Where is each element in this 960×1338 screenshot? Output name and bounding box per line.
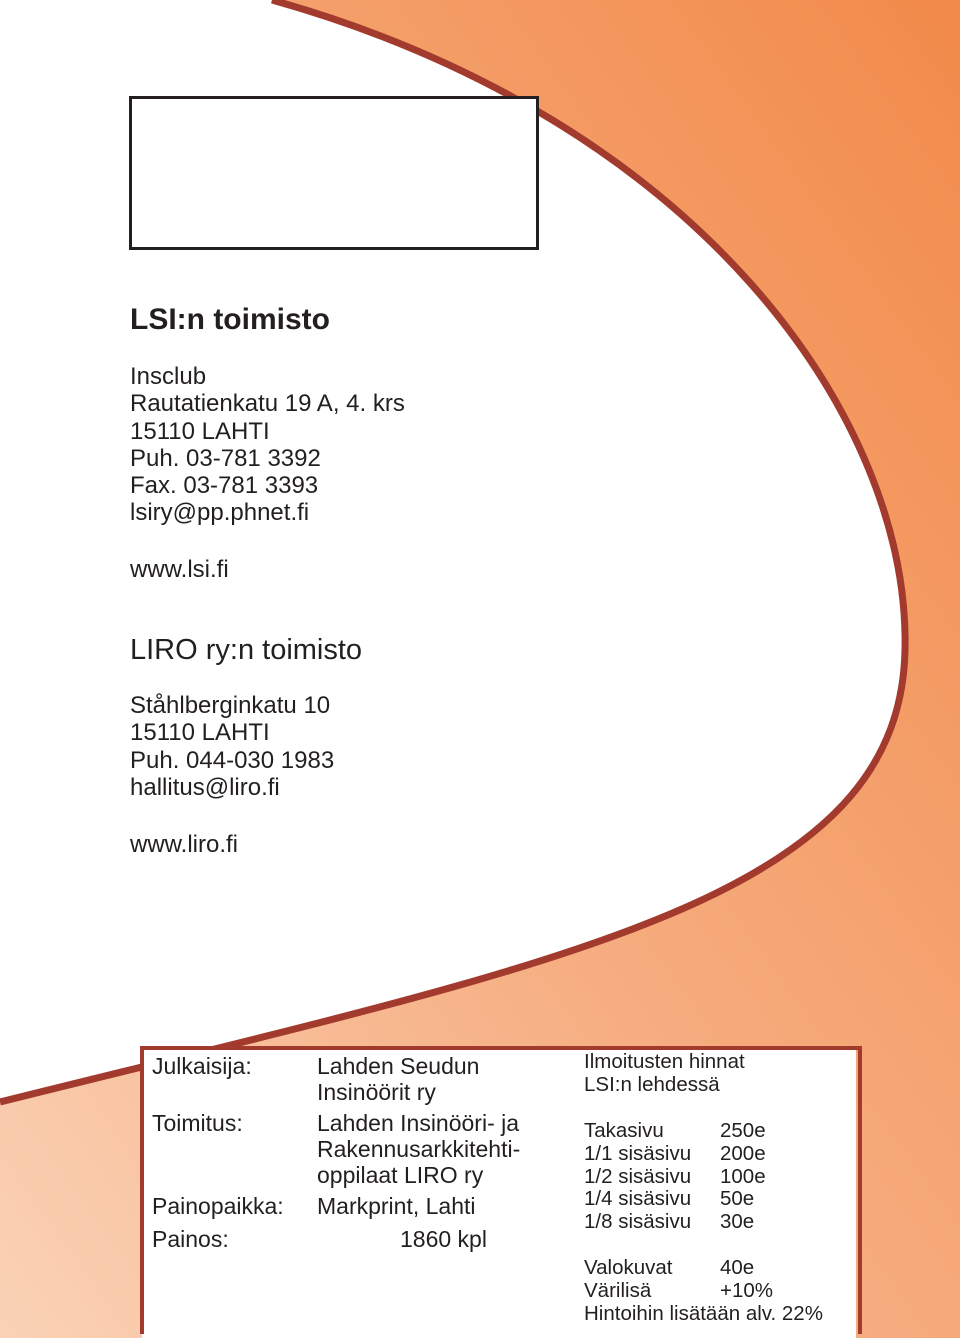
painopaikka-value: Markprint, Lahti: [317, 1193, 476, 1219]
julkaisija-label: Julkaisija:: [152, 1053, 252, 1079]
lsi-address-line: Rautatienkatu 19 A, 4. krs: [130, 390, 405, 418]
lsi-address-line: Insclub: [130, 363, 207, 390]
ad-prices-title-line: Ilmoitusten hinnat: [584, 1050, 745, 1073]
price-item: 1/2 sisäsivu: [584, 1164, 692, 1188]
vat-note-row: [584, 1303, 856, 1326]
painopaikka-label: Painopaikka:: [152, 1193, 284, 1219]
lsi-email[interactable]: lsiry@pp.phnet.fi: [130, 499, 310, 527]
price-value: 100e: [720, 1164, 766, 1188]
ad-prices-title: [584, 1051, 745, 1097]
toimitus-label: Toimitus:: [152, 1110, 243, 1136]
lsi-fax: Fax. 03-781 3393: [130, 472, 319, 500]
price-row: [584, 1120, 844, 1143]
price-row: [584, 1211, 844, 1234]
price-row: [584, 1188, 844, 1211]
liro-address-block: [130, 692, 334, 801]
julkaisija-value-line: Insinöörit ry: [317, 1079, 436, 1105]
price-value: 250e: [720, 1119, 766, 1142]
painos-label: Painos:: [152, 1226, 229, 1252]
lsi-phone: Puh. 03-781 3392: [130, 444, 321, 472]
price-row: [584, 1143, 844, 1166]
price-value: 50e: [720, 1187, 755, 1211]
price-item: 1/4 sisäsivu: [584, 1187, 692, 1211]
painos-value: 1860 kpl: [400, 1226, 487, 1252]
extra-value: +10%: [720, 1278, 774, 1302]
extra-value: 40e: [720, 1256, 755, 1279]
liro-address-line: Ståhlberginkatu 10: [130, 692, 331, 719]
address-window-box: [129, 96, 539, 250]
lsi-address-line: 15110 LAHTI: [130, 417, 270, 445]
extra-item: Värilisä: [584, 1278, 652, 1302]
ad-prices-title-line: LSI:n lehdessä: [584, 1072, 720, 1096]
liro-phone: Puh. 044-030 1983: [130, 746, 335, 774]
toimitus-value-line: Rakennusarkkitehti-: [317, 1136, 521, 1162]
ad-price-list: [584, 1120, 844, 1234]
liro-website-link[interactable]: www.liro.fi: [130, 831, 239, 858]
ad-extras-list: [584, 1257, 856, 1325]
price-row: [584, 1166, 844, 1189]
price-value: 200e: [720, 1141, 766, 1165]
lsi-address-block: [130, 363, 405, 527]
price-value: 30e: [720, 1210, 755, 1234]
extra-row: [584, 1257, 856, 1280]
liro-address-line: 15110 LAHTI: [130, 719, 270, 747]
extra-row: [584, 1280, 856, 1303]
lsi-office-title: LSI:n toimisto: [130, 303, 330, 336]
extra-item: Valokuvat: [584, 1256, 673, 1279]
price-item: 1/8 sisäsivu: [584, 1210, 692, 1234]
price-item: 1/1 sisäsivu: [584, 1141, 692, 1165]
liro-email[interactable]: hallitus@liro.fi: [130, 773, 280, 801]
toimitus-value-line: Lahden Insinööri- ja: [317, 1110, 520, 1136]
price-item: Takasivu: [584, 1119, 664, 1142]
julkaisija-value-line: Lahden Seudun: [317, 1053, 480, 1079]
toimitus-value-line: oppilaat LIRO ry: [317, 1162, 484, 1188]
liro-office-title: LIRO ry:n toimisto: [130, 634, 363, 666]
vat-note: Hintoihin lisätään alv. 22%: [584, 1301, 823, 1325]
lsi-website-link[interactable]: www.lsi.fi: [130, 556, 229, 583]
